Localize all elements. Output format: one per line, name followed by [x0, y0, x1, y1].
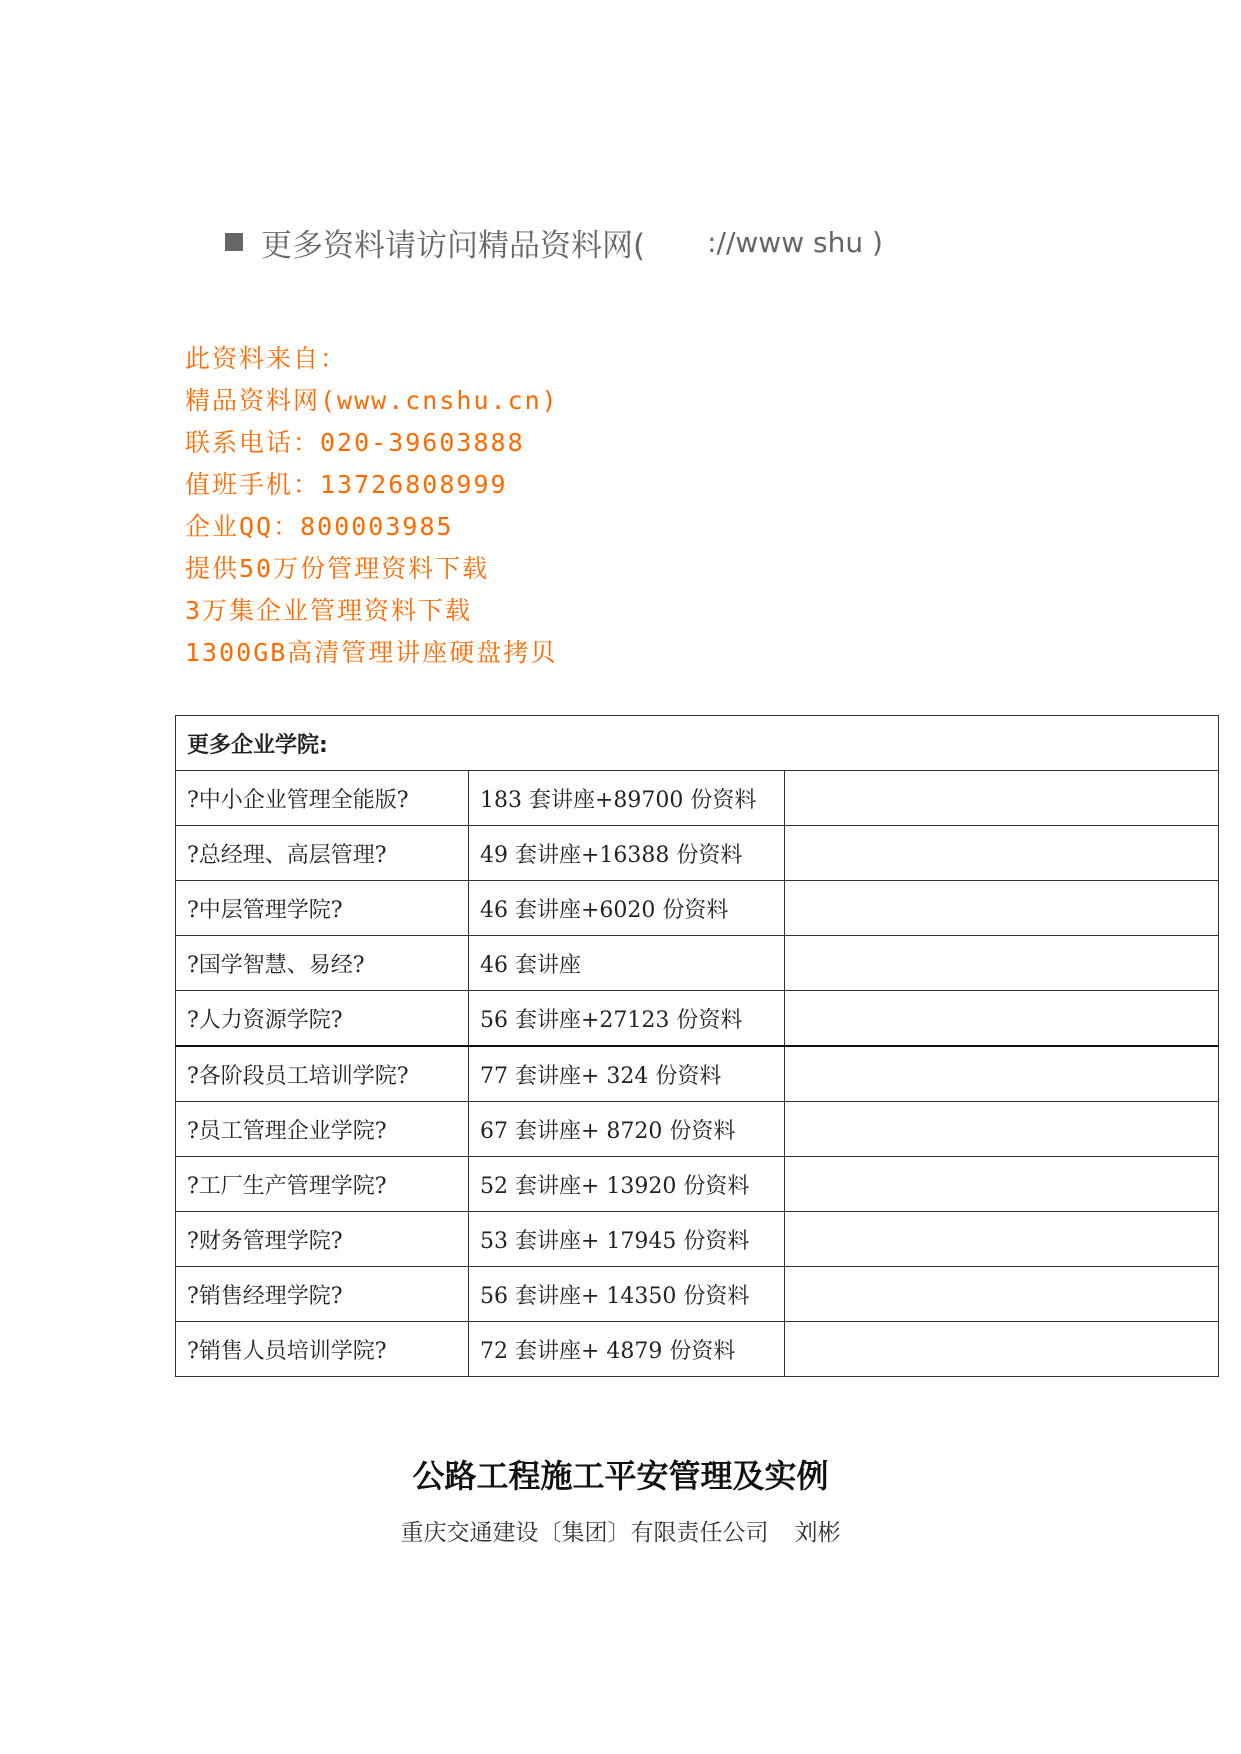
course-name: ?财务管理学院? — [176, 1212, 469, 1267]
course-content: 53 套讲座+ 17945 份资料 — [469, 1212, 785, 1267]
table-row[interactable] — [176, 936, 1219, 991]
source-line: 此资料来自： — [185, 344, 348, 373]
course-content: 77 套讲座+ 324 份资料 — [469, 1046, 785, 1102]
course-content: 52 套讲座+ 13920 份资料 — [469, 1157, 785, 1212]
course-name: ?销售人员培训学院? — [176, 1322, 469, 1377]
course-content: 56 套讲座+27123 份资料 — [469, 991, 785, 1047]
course-name: ?中小企业管理全能版? — [176, 771, 469, 826]
course-table — [175, 715, 1219, 1377]
course-content: 46 套讲座 — [469, 936, 785, 991]
course-extra — [785, 1212, 1219, 1267]
document-byline — [0, 1514, 1241, 1547]
course-extra — [785, 1157, 1219, 1212]
source-website-link[interactable]: 精品资料网(www.cnshu.cn) — [185, 386, 559, 415]
resource-banner — [225, 222, 883, 262]
course-extra — [785, 1102, 1219, 1157]
source-phone: 联系电话：020-39603888 — [185, 428, 525, 457]
course-name: ?总经理、高层管理? — [176, 826, 469, 881]
course-content: 46 套讲座+6020 份资料 — [469, 881, 785, 936]
course-extra — [785, 881, 1219, 936]
organization-name: 重庆交通建设〔集团〕有限责任公司 — [400, 1520, 769, 1546]
course-name: ?工厂生产管理学院? — [176, 1157, 469, 1212]
banner-text: 更多资料请访问精品资料网( — [261, 227, 646, 264]
course-extra — [785, 826, 1219, 881]
source-line: 3万集企业管理资料下载 — [185, 596, 473, 625]
table-header-row — [176, 716, 1219, 771]
source-line: 1300GB高清管理讲座硬盘拷贝 — [185, 638, 558, 667]
source-line: 提供50万份管理资料下载 — [185, 554, 490, 583]
table-row[interactable] — [176, 881, 1219, 936]
course-extra — [785, 1322, 1219, 1377]
table-row[interactable] — [176, 1157, 1219, 1212]
document-title: 公路工程施工平安管理及实例 — [412, 1457, 829, 1495]
source-mobile: 值班手机：13726808999 — [185, 470, 508, 499]
course-name: ?各阶段员工培训学院? — [176, 1046, 469, 1102]
table-row[interactable] — [176, 1102, 1219, 1157]
course-extra — [785, 991, 1219, 1047]
course-content: 183 套讲座+89700 份资料 — [469, 771, 785, 826]
table-row[interactable] — [176, 771, 1219, 826]
source-info — [185, 338, 559, 674]
table-row[interactable] — [176, 826, 1219, 881]
course-extra — [785, 1046, 1219, 1102]
course-content: 72 套讲座+ 4879 份资料 — [469, 1322, 785, 1377]
course-content: 49 套讲座+16388 份资料 — [469, 826, 785, 881]
table-row[interactable] — [176, 991, 1219, 1047]
course-name: ?中层管理学院? — [176, 881, 469, 936]
course-extra — [785, 936, 1219, 991]
course-name: ?国学智慧、易经? — [176, 936, 469, 991]
table-heading: 更多企业学院: — [176, 716, 1219, 771]
square-bullet-icon — [225, 233, 243, 251]
table-row[interactable] — [176, 1212, 1219, 1267]
course-content: 56 套讲座+ 14350 份资料 — [469, 1267, 785, 1322]
source-qq: 企业QQ：800003985 — [185, 512, 454, 541]
course-name: ?员工管理企业学院? — [176, 1102, 469, 1157]
table-row[interactable] — [176, 1267, 1219, 1322]
course-content: 67 套讲座+ 8720 份资料 — [469, 1102, 785, 1157]
course-name: ?销售经理学院? — [176, 1267, 469, 1322]
course-name: ?人力资源学院? — [176, 991, 469, 1047]
course-extra — [785, 771, 1219, 826]
table-row[interactable] — [176, 1046, 1219, 1102]
table-row[interactable] — [176, 1322, 1219, 1377]
banner-url-link[interactable]: ://www shu ) — [707, 225, 883, 259]
course-extra — [785, 1267, 1219, 1322]
author-name: 刘彬 — [794, 1520, 841, 1546]
